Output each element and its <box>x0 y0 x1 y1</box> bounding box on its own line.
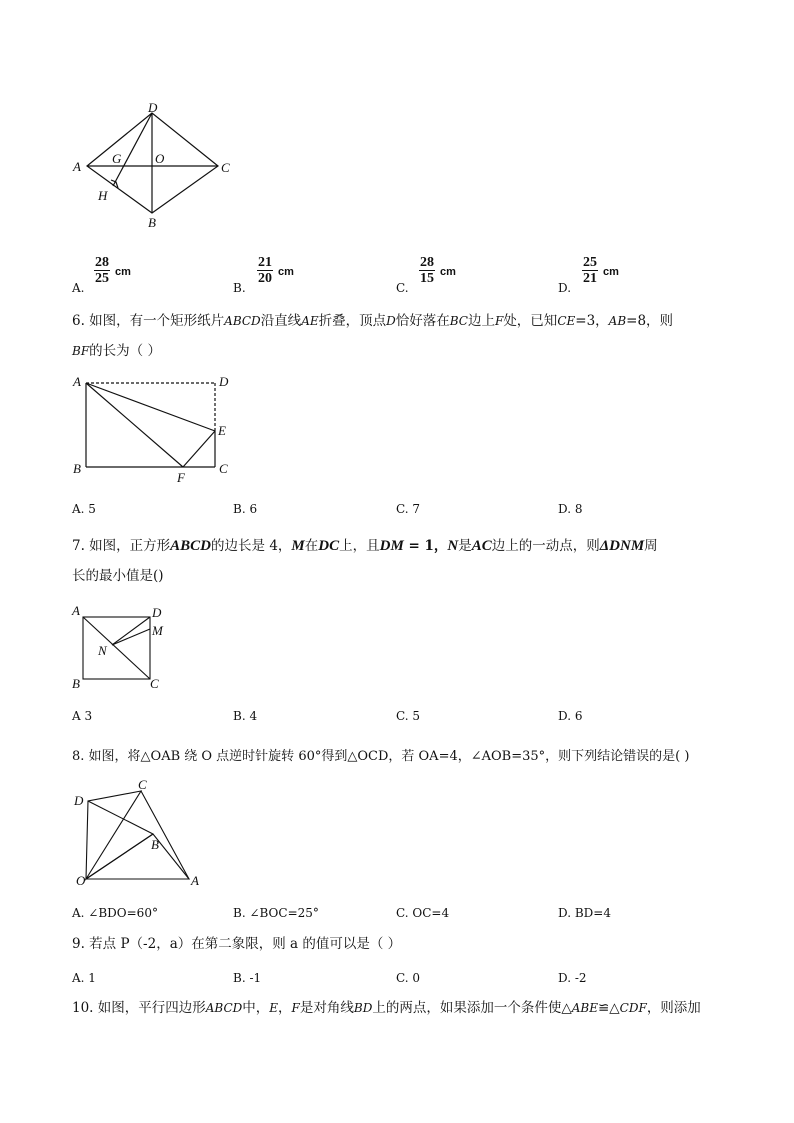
segment-af <box>86 383 183 467</box>
label-a: A <box>72 603 80 618</box>
label-c: C <box>150 676 159 691</box>
q8-option-d: D. BD=4 <box>558 906 611 920</box>
segment-ca <box>141 791 189 879</box>
label-a: A <box>73 159 81 174</box>
q6-option-d: D. 8 <box>558 502 583 516</box>
label-e: E <box>218 423 226 438</box>
triangle-oab <box>86 834 189 879</box>
denominator: 15 <box>420 271 434 286</box>
q5-option-c-fraction <box>419 255 435 286</box>
label-a: A <box>191 873 199 888</box>
q9-option-c: C. 0 <box>396 971 421 985</box>
q5-option-b-letter: B. <box>233 281 246 295</box>
label-b: B <box>151 837 159 852</box>
q8-option-b: B. ∠BOC=25° <box>233 906 319 920</box>
q9-option-b: B. -1 <box>233 971 262 985</box>
q7-square-figure <box>66 600 186 695</box>
q7-option-b: B. 4 <box>233 709 258 723</box>
label-h: H <box>98 188 108 203</box>
label-o: O <box>76 873 86 888</box>
q9-option-a: A. 1 <box>72 971 96 985</box>
q8-rotation-figure <box>66 775 216 895</box>
label-b: B <box>72 676 80 691</box>
numerator: 28 <box>95 255 109 270</box>
label-c: C <box>219 461 228 476</box>
q6-option-a: A. 5 <box>72 502 96 516</box>
q10-stem-line1: 10. 如图，平行四边形ABCD中，E，F是对角线BD上的两点，如果添加一个条件使△ABE≌△CDF，则添加 <box>72 1000 701 1016</box>
q6-stem-line1: 6. 如图，有一个矩形纸片ABCD沿直线AE折叠，顶点D恰好落在BC边上F处，已知CE=3，AB=8，则 <box>72 313 674 329</box>
q6-rectangle-figure <box>66 370 246 488</box>
q6-stem-line2: BF的长为（ ） <box>72 343 161 359</box>
q5-option-a-unit: cm <box>115 266 131 278</box>
label-d: D <box>152 605 162 620</box>
segment-dh <box>113 113 152 186</box>
numerator: 25 <box>583 255 597 270</box>
label-o: O <box>155 151 165 166</box>
numerator: 28 <box>420 255 434 270</box>
label-c: C <box>138 777 147 792</box>
label-d: D <box>148 100 158 115</box>
label-g: G <box>112 151 122 166</box>
denominator: 25 <box>95 271 109 286</box>
segment-ob <box>86 834 153 879</box>
label-d: D <box>219 374 229 389</box>
q6-option-c: C. 7 <box>396 502 421 516</box>
label-c: C <box>221 160 230 175</box>
label-b: B <box>73 461 81 476</box>
q5-option-a-letter: A. <box>72 281 85 295</box>
q5-option-d-fraction <box>582 255 598 286</box>
q5-option-c-letter: C. <box>396 281 409 295</box>
q7-option-c: C. 5 <box>396 709 421 723</box>
q5-option-d-letter: D. <box>558 281 572 295</box>
q8-option-a: A. ∠BDO=60° <box>72 906 158 920</box>
label-a: A <box>73 374 81 389</box>
q9-stem: 9. 若点 P（-2，a）在第二象限，则 a 的值可以是（ ） <box>72 936 402 952</box>
q7-stem-line2: 长的最小值是() <box>72 568 164 584</box>
q5-rhombus-figure <box>60 100 250 235</box>
segment-db <box>88 801 153 834</box>
q7-stem-line1: 7. 如图，正方形ABCD的边长是 4，M在DC上，且DM = 1，N是AC边上的一动点，则ΔDNM周 <box>72 538 658 554</box>
q5-option-b-fraction <box>257 255 273 286</box>
numerator: 21 <box>258 255 272 270</box>
q7-option-d: D. 6 <box>558 709 583 723</box>
diagonal-ac <box>83 617 150 679</box>
label-n: N <box>98 643 107 658</box>
q9-option-d: D. -2 <box>558 971 587 985</box>
denominator: 21 <box>583 271 597 286</box>
q6-option-b: B. 6 <box>233 502 258 516</box>
q7-option-a: A 3 <box>72 709 93 723</box>
q8-stem: 8. 如图，将△OAB 绕 O 点逆时针旋转 60°得到△OCD，若 OA=4，∠AOB=35°，则下列结论错误的是( ) <box>72 749 690 764</box>
label-b: B <box>148 215 156 230</box>
label-m: M <box>152 623 163 638</box>
q5-option-c-unit: cm <box>440 266 456 278</box>
q5-option-b-unit: cm <box>278 266 294 278</box>
fold-line-ae <box>86 383 215 431</box>
label-d: D <box>74 793 84 808</box>
q5-option-a-fraction <box>94 255 110 286</box>
q8-option-c: C. OC=4 <box>396 906 450 920</box>
segment-fe <box>183 431 215 467</box>
label-f: F <box>177 470 185 485</box>
denominator: 20 <box>258 271 272 286</box>
q5-option-d-unit: cm <box>603 266 619 278</box>
